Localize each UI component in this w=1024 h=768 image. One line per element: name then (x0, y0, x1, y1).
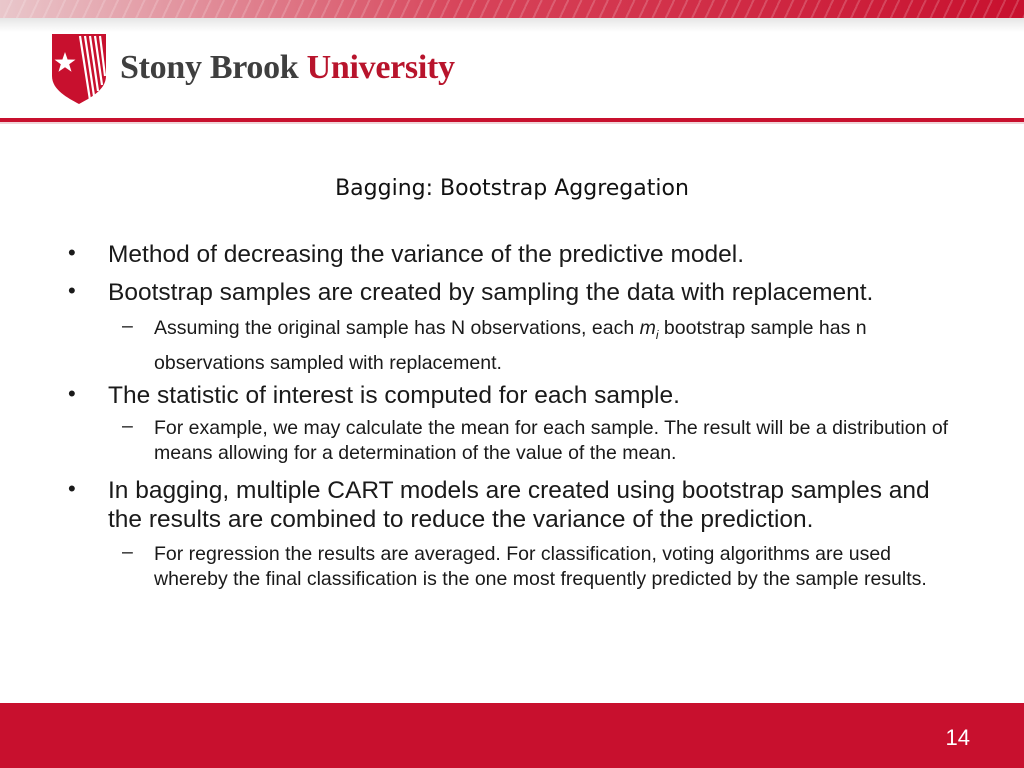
sub-bullet-item (66, 416, 956, 466)
bullet-list (66, 240, 956, 592)
bullet-text: In bagging, multiple CART models are created using bootstrap samples and the results are combined to reduce the variance of the prediction. (108, 476, 930, 533)
sub-bullet-item (66, 542, 956, 592)
variable-subscript: i (655, 327, 659, 342)
bullet-item (66, 381, 956, 410)
sub-bullet-text: For regression the results are averaged. For classification, voting algorithms are used whereby the final classification is the one most frequently predicted by the sample results. (154, 542, 927, 590)
variable-m: m (639, 317, 656, 339)
wordmark-stony-brook: Stony Brook (120, 49, 299, 86)
bullet-item (66, 278, 956, 307)
sub-bullet-dash-icon: – (122, 315, 133, 337)
sub-bullet-text: For example, we may calculate the mean for each sample. The result will be a distribution of means allowing for a determination of the value of the mean. (154, 416, 949, 464)
bullet-dot-icon: • (68, 278, 76, 303)
bullet-dot-icon: • (68, 240, 76, 265)
bullet-text: Bootstrap samples are created by sampling the data with replacement. (108, 279, 874, 306)
header-divider-light (0, 122, 1024, 124)
wordmark-university: University (306, 49, 455, 86)
bullet-dot-icon: • (68, 380, 76, 406)
university-logo (50, 30, 455, 106)
footer-bar (0, 703, 1024, 768)
page-number: 14 (945, 725, 970, 750)
slide-title: Bagging: Bootstrap Aggregation (335, 176, 689, 201)
shield-logo-icon (50, 30, 108, 106)
bullet-dot-icon: • (68, 475, 76, 501)
sub-bullet-text-pre: Assuming the original sample has N observations, each (154, 317, 640, 339)
sub-bullet-dash-icon: – (122, 540, 133, 563)
bullet-item (66, 476, 956, 534)
bullet-item (66, 240, 956, 269)
bullet-text: Method of decreasing the variance of the predictive model. (108, 241, 745, 268)
sub-bullet-item (66, 314, 956, 377)
university-wordmark (120, 51, 455, 85)
sub-bullet-text-post: bootstrap sample has n observations sampled with replacement. (154, 317, 867, 374)
top-decorative-stripe (0, 0, 1024, 18)
sub-bullet-dash-icon: – (122, 414, 133, 437)
bullet-text: The statistic of interest is computed for each sample. (108, 381, 680, 409)
